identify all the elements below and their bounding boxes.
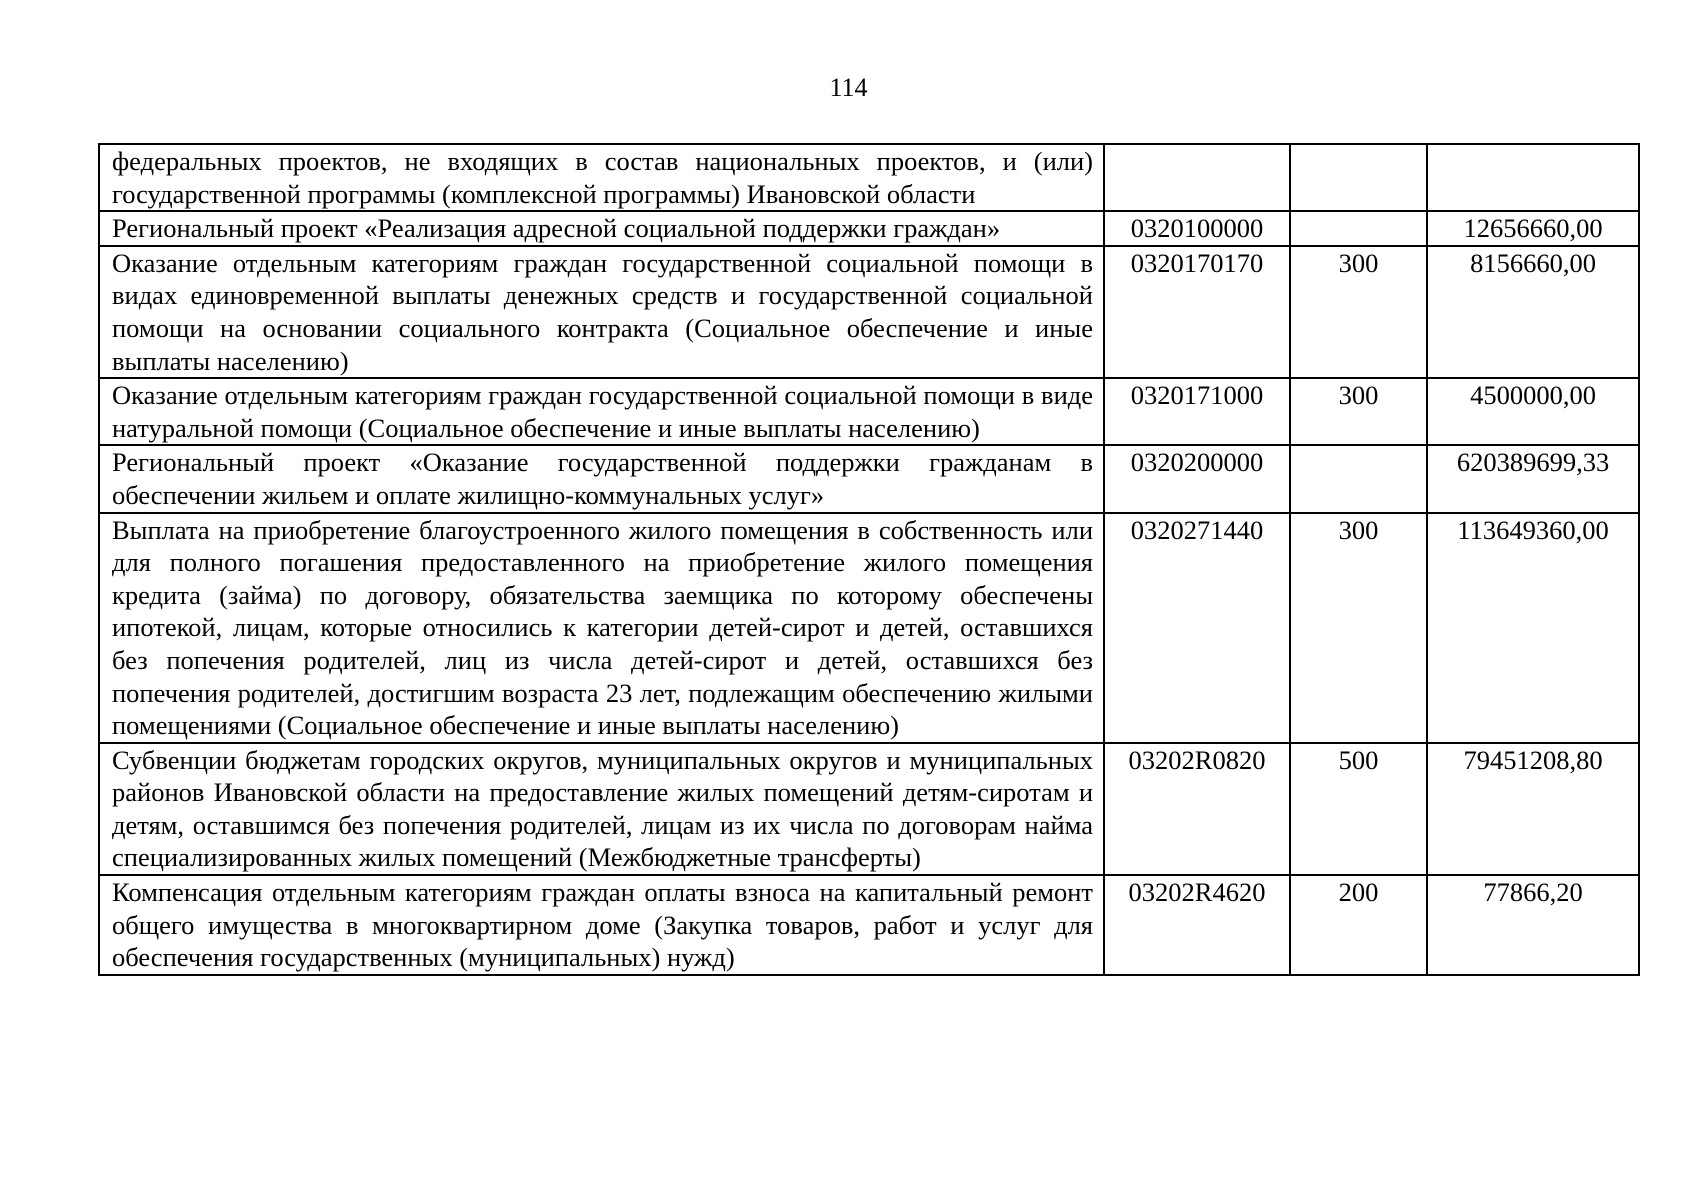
row-expense-type: [1290, 144, 1427, 211]
row-code: 03202R4620: [1104, 875, 1290, 975]
row-code: 0320171000: [1104, 378, 1290, 445]
row-amount: 8156660,00: [1427, 246, 1639, 378]
row-expense-type: 300: [1290, 513, 1427, 743]
row-amount: [1427, 144, 1639, 211]
table-row: [99, 513, 1639, 743]
table-row: [99, 211, 1639, 246]
row-expense-type: [1290, 211, 1427, 246]
row-expense-type: 200: [1290, 875, 1427, 975]
row-code: 03202R0820: [1104, 743, 1290, 875]
row-code: 0320170170: [1104, 246, 1290, 378]
row-amount: 12656660,00: [1427, 211, 1639, 246]
row-expense-type: 300: [1290, 246, 1427, 378]
table-row: [99, 144, 1639, 211]
row-amount: 79451208,80: [1427, 743, 1639, 875]
row-code: [1104, 144, 1290, 211]
table-row: [99, 246, 1639, 378]
row-description: Выплата на приобретение благоустроенного жилого помещения в собственность или для полного погашения предоставленного на приобретение жилого помещения кредита (займа) по договору, обязательства заемщика по которому обеспечены ипотекой, лицам, которые относились к категории детей-сирот и детей, оставшихся без попечения родителей, лиц из числа детей-сирот и детей, оставшихся без попечения родителей, достигшим возраста 23 лет, подлежащим обеспечению жилыми помещениями (Социальное обеспечение и иные выплаты населению): [99, 513, 1104, 743]
table-row: [99, 445, 1639, 512]
row-code: 0320100000: [1104, 211, 1290, 246]
row-amount: 4500000,00: [1427, 378, 1639, 445]
row-description: Компенсация отдельным категориям граждан оплаты взноса на капитальный ремонт общего имущества в многоквартирном доме (Закупка товаров, работ и услуг для обеспечения государственных (муниципальных) нужд): [99, 875, 1104, 975]
budget-table: [98, 143, 1640, 976]
row-description: федеральных проектов, не входящих в состав национальных проектов, и (или) государственной программы (комплексной программы) Ивановской области: [99, 144, 1104, 211]
row-amount: 620389699,33: [1427, 445, 1639, 512]
row-description: Региональный проект «Оказание государственной поддержки гражданам в обеспечении жильем и оплате жилищно-коммунальных услуг»: [99, 445, 1104, 512]
row-expense-type: 300: [1290, 378, 1427, 445]
row-description: Оказание отдельным категориям граждан государственной социальной помощи в видах единовременной выплаты денежных средств и государственной социальной помощи на основании социального контракта (Социальное обеспечение и иные выплаты населению): [99, 246, 1104, 378]
row-amount: 77866,20: [1427, 875, 1639, 975]
row-description: Региональный проект «Реализация адресной социальной поддержки граждан»: [99, 211, 1104, 246]
page-number: 114: [829, 73, 868, 102]
row-expense-type: 500: [1290, 743, 1427, 875]
row-description: Субвенции бюджетам городских округов, муниципальных округов и муниципальных районов Ивановской области на предоставление жилых помещений детям-сиротам и детям, оставшимся без попечения родителей, лицам из их числа по договорам найма специализированных жилых помещений (Межбюджетные трансферты): [99, 743, 1104, 875]
table-row: [99, 875, 1639, 975]
row-expense-type: [1290, 445, 1427, 512]
row-code: 0320200000: [1104, 445, 1290, 512]
row-amount: 113649360,00: [1427, 513, 1639, 743]
table-row: [99, 743, 1639, 875]
row-code: 0320271440: [1104, 513, 1290, 743]
row-description: Оказание отдельным категориям граждан государственной социальной помощи в виде натуральной помощи (Социальное обеспечение и иные выплаты населению): [99, 378, 1104, 445]
table-row: [99, 378, 1639, 445]
